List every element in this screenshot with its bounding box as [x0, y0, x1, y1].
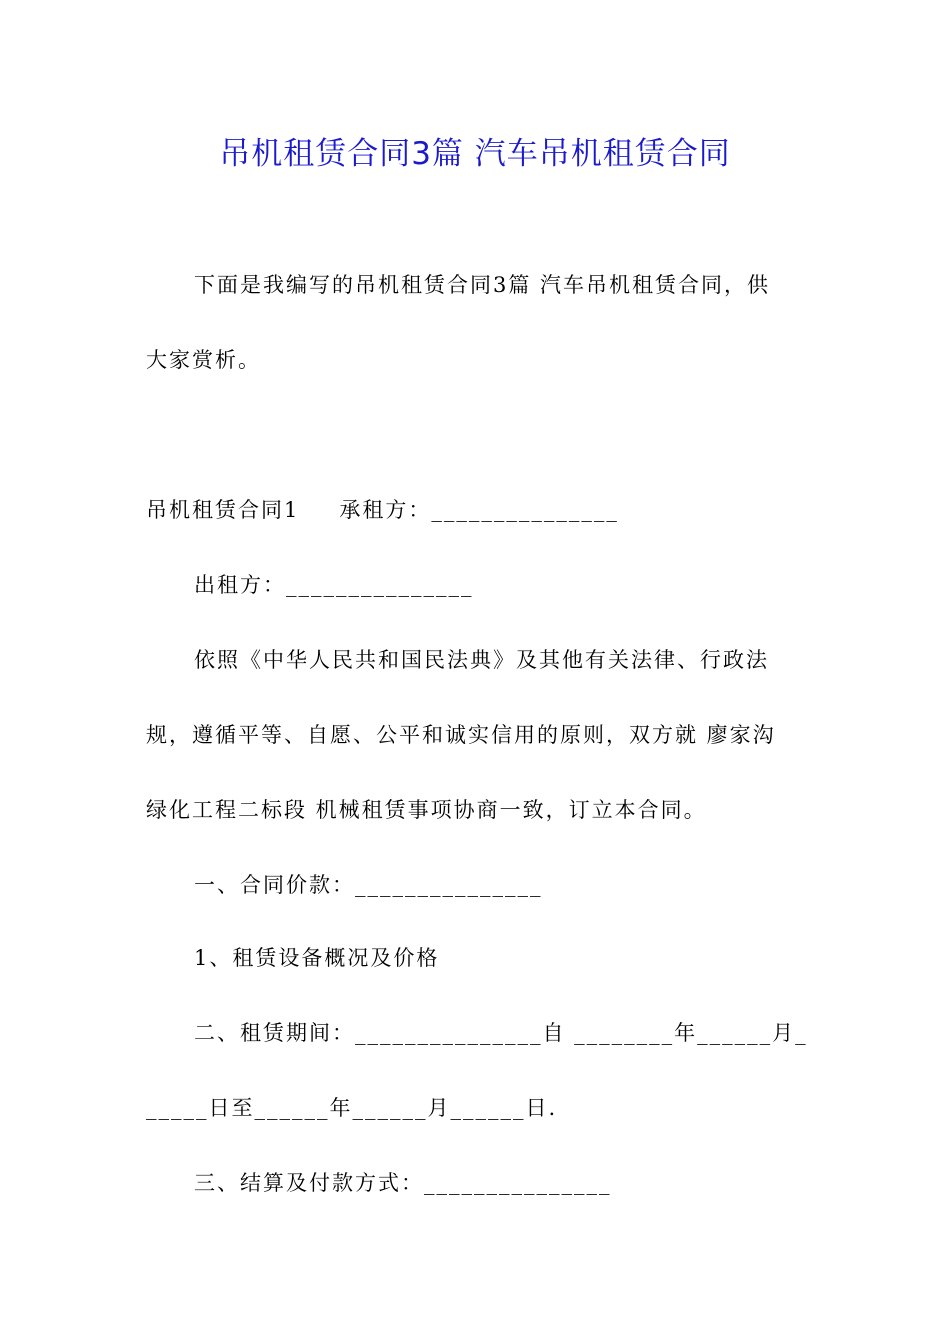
basis-line-2: 规，遵循平等、自愿、公平和诚实信用的原则，双方就 廖家沟 — [146, 723, 776, 747]
intro-line-1: 下面是我编写的吊机租赁合同3篇 汽车吊机租赁合同，供 — [194, 273, 771, 297]
basis-line-3: 绿化工程二标段 机械租赁事项协商一致，订立本合同。 — [146, 798, 707, 822]
clause-1-1: 1、租赁设备概况及价格 — [194, 946, 440, 970]
clause-1: 一、合同价款：_______________ — [194, 873, 543, 897]
contract-heading: 吊机租赁合同1 — [146, 498, 300, 522]
contract-heading-row — [146, 495, 806, 525]
basis-line-1: 依照《中华人民共和国民法典》及其他有关法律、行政法 — [194, 648, 769, 672]
lessor-field: 出租方：_______________ — [194, 573, 474, 597]
lessee-field: 承租方：_______________ — [339, 498, 619, 522]
clause-3: 三、结算及付款方式：_______________ — [194, 1171, 612, 1195]
clause-2-line-2: _____日至______年______月______日. — [146, 1096, 558, 1120]
clause-2-line-1: 二、租赁期间：_______________自 ________年______月_ — [194, 1021, 808, 1045]
document-title: 吊机租赁合同3篇 汽车吊机租赁合同 — [219, 136, 731, 172]
intro-line-2: 大家赏析。 — [146, 348, 261, 372]
